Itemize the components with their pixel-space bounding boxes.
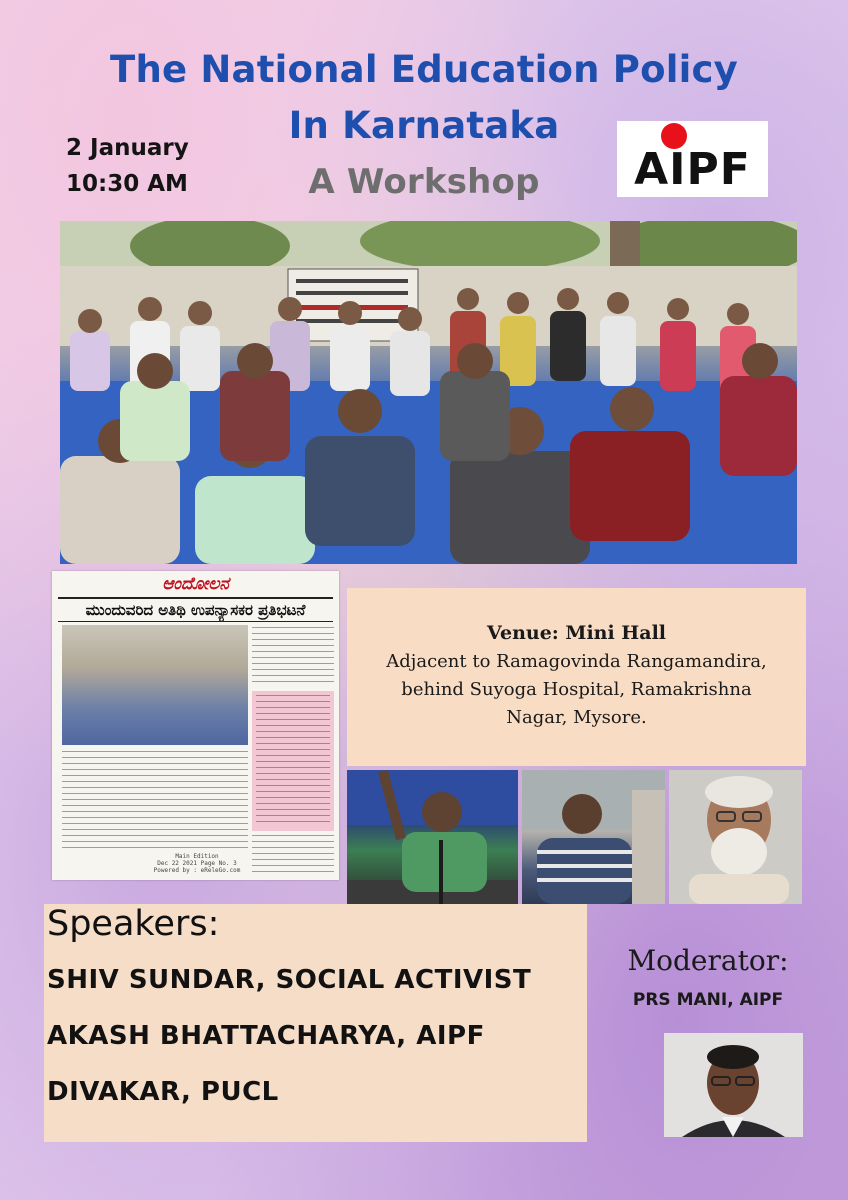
protest-photo-illustration	[60, 221, 797, 564]
speaker-photo-1	[347, 770, 518, 904]
logo-text: AIPF	[634, 144, 751, 195]
clipping-box-text	[256, 695, 330, 827]
event-title-line2: In Karnataka	[288, 104, 560, 147]
moderator-name: PRS MANI, AIPF	[632, 990, 784, 1010]
event-subtitle: A Workshop	[308, 162, 540, 202]
clipping-footer	[152, 853, 242, 874]
speakers-label: Speakers:	[47, 904, 220, 944]
clipping-date: Dec 22 2021 Page No. 3	[157, 860, 237, 867]
venue-title: Venue: Mini Hall	[486, 622, 667, 644]
speaker-name-2: AKASH BHATTACHARYA, AIPF	[47, 1021, 485, 1051]
clipping-photo	[62, 625, 248, 745]
moderator-photo	[664, 1033, 803, 1137]
venue-address-line3: Nagar, Mysore.	[506, 707, 647, 728]
clipping-powered-by: Powered by : eReleGo.com	[153, 867, 241, 874]
speaker-photo-1-illustration	[347, 770, 518, 904]
speaker-photo-3-illustration	[669, 770, 802, 904]
clipping-masthead: ಆಂದೋಲನ	[162, 574, 229, 594]
speaker-photo-3	[669, 770, 802, 904]
speaker-name-1: SHIV SUNDAR, SOCIAL ACTIVIST	[47, 965, 532, 995]
event-title-line1: The National Education Policy	[110, 48, 738, 91]
speaker-photo-2-illustration	[522, 770, 665, 904]
clipping-edition: Main Edition	[175, 853, 219, 860]
moderator-label: Moderator:	[627, 944, 789, 977]
event-datetime	[66, 130, 189, 202]
speaker-name-3: DIVAKAR, PUCL	[47, 1077, 279, 1107]
clipping-headline: ಮುಂದುವರಿದ ಅತಿಥಿ ಉಪನ್ಯಾಸಕರ ಪ್ರತಿಭಟನೆ	[58, 597, 333, 622]
clipping-body-text	[62, 751, 248, 849]
clipping-highlight-box	[252, 691, 334, 831]
event-date: 2 January	[66, 135, 189, 161]
clipping-text-column	[252, 627, 334, 687]
clipping-body-text-right	[252, 835, 334, 875]
venue-address-line2: behind Suyoga Hospital, Ramakrishna	[401, 679, 752, 700]
aipf-logo	[617, 121, 768, 197]
venue-address-line1: Adjacent to Ramagovinda Rangamandira,	[386, 651, 767, 672]
venue-address	[347, 648, 806, 732]
venue-panel	[347, 588, 806, 766]
protest-photo	[60, 221, 797, 564]
event-time: 10:30 AM	[66, 171, 188, 197]
newspaper-clipping	[52, 571, 339, 880]
moderator-photo-illustration	[664, 1033, 803, 1137]
speaker-photo-2	[522, 770, 665, 904]
